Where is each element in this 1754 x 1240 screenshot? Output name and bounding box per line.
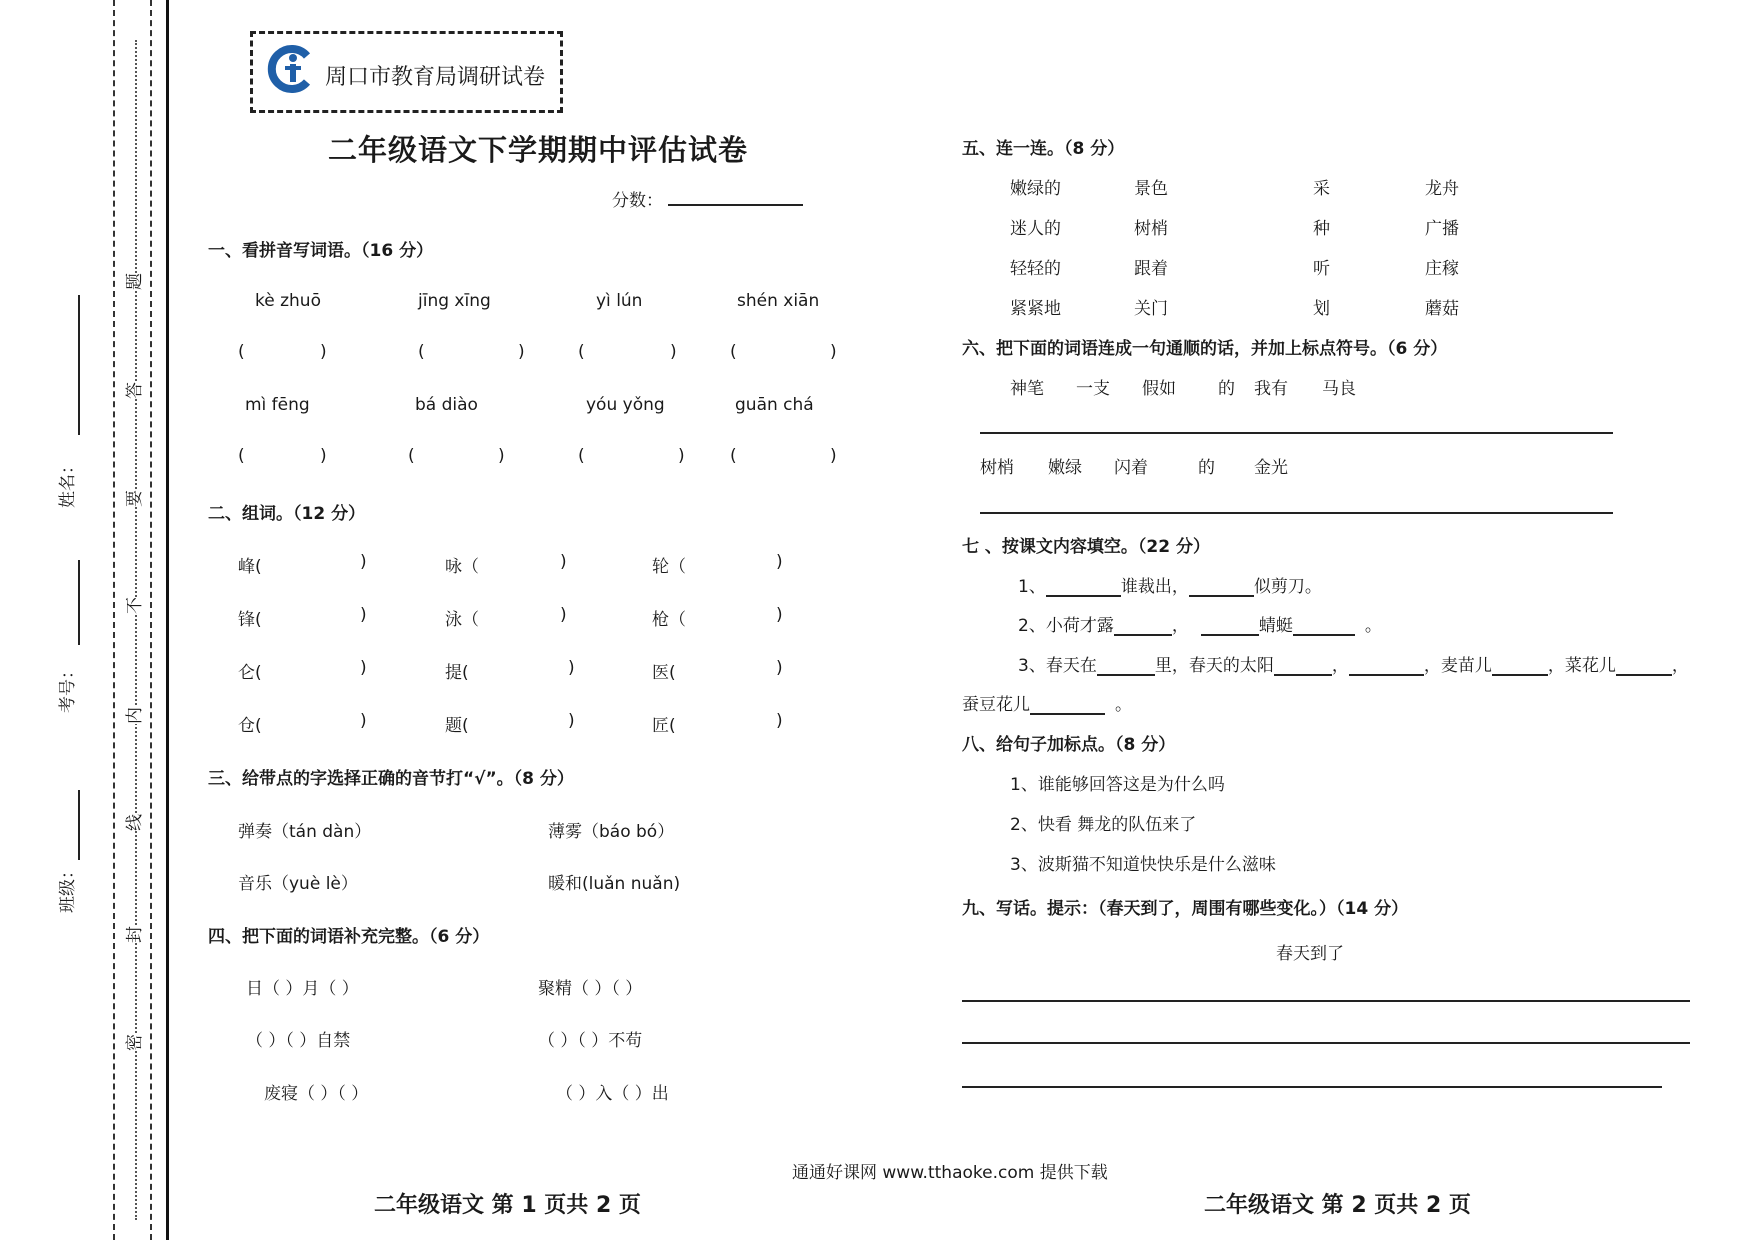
class-label: 班级： [58, 862, 78, 913]
char-item: 峰( [238, 557, 262, 577]
answer-paren-close: ) [776, 658, 783, 678]
match-word: 蘑菇 [1425, 299, 1459, 319]
char-item: 轮（ [652, 557, 686, 577]
class-field[interactable] [78, 790, 80, 860]
match-word: 景色 [1134, 179, 1168, 199]
answer-paren-close: ) [518, 342, 525, 362]
char-item: 匠( [652, 716, 676, 736]
source-credit: 通通好课网 www.tthaoke.com 提供下载 [792, 1163, 1108, 1183]
page-title: 二年级语文下学期期中评估试卷 [328, 133, 749, 167]
fill-blank[interactable] [1201, 616, 1259, 636]
word-chip: 闪着 [1114, 458, 1148, 478]
char-item: 枪（ [652, 610, 686, 630]
word-chip: 的 [1198, 458, 1215, 478]
page-footer-left: 二年级语文 第 1 页共 2 页 [374, 1193, 641, 1218]
essay-title: 春天到了 [1276, 944, 1344, 964]
section-title: 七 、按课文内容填空。（22 分） [962, 537, 1210, 557]
writing-line[interactable] [962, 1000, 1690, 1002]
answer-paren-open: ( [238, 446, 245, 466]
binding-margin-line [113, 0, 115, 1240]
fill-text: 谁裁出， [1120, 577, 1189, 597]
answer-paren-close: ) [560, 605, 567, 625]
page-border-line [166, 0, 169, 1240]
match-word: 轻轻的 [1010, 259, 1061, 279]
match-word: 种 [1313, 219, 1330, 239]
name-label: 姓名： [58, 457, 78, 508]
logo-text: 周口市教育局调研试卷 [325, 65, 546, 90]
answer-paren-open: ( [238, 342, 245, 362]
logo-box [250, 31, 563, 113]
fill-text: 3、春天在 [1018, 656, 1097, 676]
fill-line-2 [1018, 611, 1382, 636]
match-word: 龙舟 [1425, 179, 1459, 199]
fill-text: 里，春天的太阳 [1154, 656, 1274, 676]
fill-text: 。 [1115, 695, 1132, 715]
pinyin-choice[interactable]: 暖和(luǎn nuǎn) [548, 874, 681, 894]
answer-paren-open: ( [730, 342, 737, 362]
education-logo-icon [267, 44, 319, 94]
answer-paren-close: ) [360, 658, 367, 678]
idiom-item: 聚精（ ）（ ） [538, 979, 643, 999]
pinyin: yì lún [596, 291, 643, 311]
match-word: 跟着 [1134, 259, 1168, 279]
pinyin: bá diào [415, 395, 478, 415]
fill-text: ，麦苗儿 [1423, 656, 1492, 676]
answer-paren-open: ( [418, 342, 425, 362]
pinyin-choice[interactable]: 弹奏（tán dàn） [238, 822, 372, 842]
answer-paren-close: ) [360, 605, 367, 625]
answer-paren-close: ) [360, 711, 367, 731]
match-word: 听 [1313, 259, 1330, 279]
answer-paren-open: ( [578, 342, 585, 362]
fill-blank[interactable] [1492, 656, 1548, 676]
idiom-item: （ ）（ ）不苟 [538, 1031, 643, 1051]
seal-char: 线 [120, 814, 145, 831]
pinyin: jīng xīng [418, 291, 491, 311]
answer-paren-open: ( [730, 446, 737, 466]
punctuation-item: 2、快看 舞龙的队伍来了 [1010, 815, 1197, 835]
seal-char: 封 [120, 926, 145, 943]
answer-paren-close: ) [776, 605, 783, 625]
exam-no-label: 考号： [58, 662, 78, 713]
pinyin-choice[interactable]: 音乐（yuè lè） [238, 874, 358, 894]
pinyin-choice[interactable]: 薄雾（báo bó） [548, 822, 675, 842]
seal-char: 密 [120, 1034, 145, 1051]
fill-text: 2、小荷才露 [1018, 616, 1114, 636]
seal-char: 内 [120, 707, 145, 724]
char-item: 仓( [238, 716, 262, 736]
fill-text: ， [1331, 656, 1349, 676]
seal-char: 不 [120, 597, 145, 614]
fill-blank[interactable] [1349, 656, 1424, 676]
word-chip: 我有 [1254, 379, 1288, 399]
match-word: 划 [1313, 299, 1330, 319]
seal-char: 题 [120, 273, 145, 290]
page-footer-right: 二年级语文 第 2 页共 2 页 [1204, 1193, 1471, 1218]
word-chip: 树梢 [980, 458, 1014, 478]
fill-blank[interactable] [1030, 695, 1105, 715]
answer-paren-close: ) [320, 342, 327, 362]
word-chip: 一支 [1076, 379, 1110, 399]
binding-margin-line [150, 0, 152, 1240]
answer-paren-close: ) [320, 446, 327, 466]
match-word: 广播 [1425, 219, 1459, 239]
fill-line-4 [962, 690, 1132, 715]
idiom-item: 废寝（ ）（ ） [264, 1084, 369, 1104]
fill-line-3 [1018, 651, 1689, 676]
score-label: 分数： [612, 191, 663, 211]
idiom-item: 日（ ）月（ ） [246, 979, 359, 999]
answer-paren-close: ) [560, 552, 567, 572]
match-word: 紧紧地 [1010, 299, 1061, 319]
answer-paren-close: ) [568, 711, 575, 731]
section-title: 八、给句子加标点。（8 分） [962, 735, 1176, 755]
fill-blank[interactable] [1046, 577, 1121, 597]
fill-text: ，菜花儿 [1547, 656, 1616, 676]
char-item: 提( [445, 663, 469, 683]
word-chip: 金光 [1254, 458, 1288, 478]
word-chip: 马良 [1322, 379, 1356, 399]
answer-line[interactable] [980, 512, 1613, 514]
fill-text: ， [1671, 656, 1689, 676]
name-field[interactable] [78, 295, 80, 435]
idiom-item: （ ）入（ ）出 [556, 1084, 669, 1104]
section-title: 三、给带点的字选择正确的音节打“√”。（8 分） [208, 769, 574, 789]
char-item: 医( [652, 663, 676, 683]
answer-paren-close: ) [830, 446, 837, 466]
answer-line[interactable] [980, 432, 1613, 434]
fill-blank[interactable] [1189, 577, 1254, 597]
answer-paren-close: ) [568, 658, 575, 678]
section-title: 四、把下面的词语补充完整。（6 分） [208, 927, 490, 947]
section-title: 五、连一连。（8 分） [962, 139, 1125, 159]
fill-blank[interactable] [1274, 656, 1332, 676]
answer-paren-close: ) [830, 342, 837, 362]
word-chip: 嫩绿 [1048, 458, 1082, 478]
fill-text: 蚕豆花儿 [962, 695, 1030, 715]
answer-paren-close: ) [670, 342, 677, 362]
seal-char: 答 [120, 382, 145, 399]
fill-blank[interactable] [1114, 616, 1172, 636]
char-item: 咏（ [445, 557, 479, 577]
pinyin: mì fēng [245, 395, 310, 415]
char-item: 仑( [238, 663, 262, 683]
pinyin: guān chá [735, 395, 814, 415]
writing-line[interactable] [962, 1086, 1662, 1088]
punctuation-item: 1、谁能够回答这是为什么吗 [1010, 775, 1225, 795]
char-item: 锋( [238, 610, 262, 630]
pinyin: shén xiān [737, 291, 820, 311]
exam-no-field[interactable] [78, 560, 80, 645]
fill-text: 蜻蜓 [1258, 616, 1293, 636]
char-item: 泳（ [445, 610, 479, 630]
match-word: 庄稼 [1425, 259, 1459, 279]
word-chip: 的 [1218, 379, 1235, 399]
fill-line-1 [1018, 572, 1322, 597]
answer-paren-close: ) [776, 711, 783, 731]
pinyin: yóu yǒng [586, 395, 665, 415]
match-word: 迷人的 [1010, 219, 1061, 239]
seal-char: 要 [120, 490, 145, 507]
match-word: 关门 [1134, 299, 1168, 319]
fill-text: 。 [1364, 616, 1382, 636]
score-field[interactable] [668, 204, 803, 206]
fill-blank[interactable] [1616, 656, 1672, 676]
match-word: 嫩绿的 [1010, 179, 1061, 199]
section-title: 一、看拼音写词语。（16 分） [208, 241, 434, 261]
word-chip: 假如 [1142, 379, 1176, 399]
fill-blank[interactable] [1293, 616, 1355, 636]
char-item: 题( [445, 716, 469, 736]
fill-text: 似剪刀。 [1253, 577, 1322, 597]
answer-paren-open: ( [408, 446, 415, 466]
fill-blank[interactable] [1097, 656, 1155, 676]
fill-text: 1、 [1018, 577, 1046, 597]
match-word: 树梢 [1134, 219, 1168, 239]
writing-line[interactable] [962, 1042, 1690, 1044]
answer-paren-close: ) [678, 446, 685, 466]
answer-paren-close: ) [360, 552, 367, 572]
idiom-item: （ ）（ ）自禁 [246, 1031, 351, 1051]
pinyin: kè zhuō [255, 291, 321, 311]
fill-text: ， [1171, 616, 1189, 636]
section-title: 二、组词。（12 分） [208, 504, 366, 524]
answer-paren-close: ) [776, 552, 783, 572]
answer-paren-open: ( [578, 446, 585, 466]
punctuation-item: 3、波斯猫不知道快快乐是什么滋味 [1010, 855, 1276, 875]
match-word: 采 [1313, 179, 1330, 199]
word-chip: 神笔 [1010, 379, 1044, 399]
section-title: 六、把下面的词语连成一句通顺的话，并加上标点符号。（6 分） [962, 339, 1448, 359]
section-title: 九、写话。提示：（春天到了，周围有哪些变化。）（14 分） [962, 899, 1409, 919]
answer-paren-close: ) [498, 446, 505, 466]
